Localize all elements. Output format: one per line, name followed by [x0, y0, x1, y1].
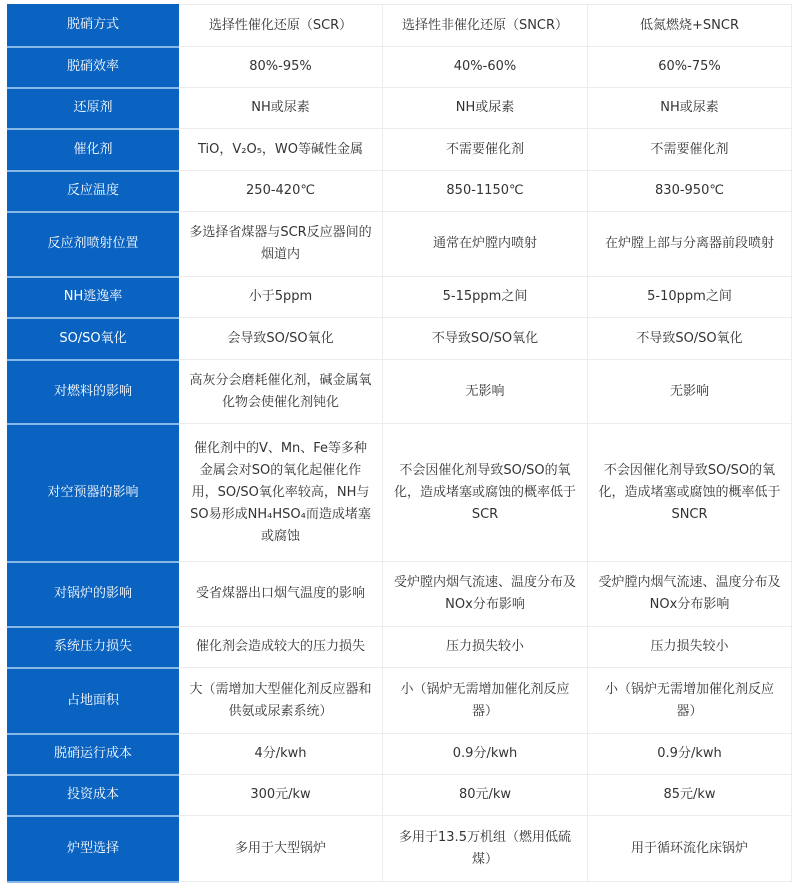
scr-cell: 选择性催化还原（SCR） [179, 5, 383, 47]
lnb-sncr-cell: 不会因催化剂导致SO/SO的氧化，造成堵塞或腐蚀的概率低于SNCR [588, 424, 792, 562]
sncr-cell: 80元/kw [383, 775, 588, 816]
sncr-cell: 选择性非催化还原（SNCR） [383, 5, 588, 47]
scr-cell: 300元/kw [179, 775, 383, 816]
row-header-cell: 反应剂喷射位置 [8, 212, 179, 277]
sncr-cell: 无影响 [383, 360, 588, 424]
table-row [8, 88, 792, 129]
table-row [8, 129, 792, 171]
row-header-cell: 系统压力损失 [8, 627, 179, 668]
table-row [8, 775, 792, 816]
lnb-sncr-cell: 用于循环流化床锅炉 [588, 816, 792, 882]
table-row [8, 816, 792, 882]
sncr-cell: 不导致SO/SO氧化 [383, 318, 588, 360]
sncr-cell: 压力损失较小 [383, 627, 588, 668]
scr-cell: 多用于大型锅炉 [179, 816, 383, 882]
lnb-sncr-cell: 不需要催化剂 [588, 129, 792, 171]
lnb-sncr-cell: 不导致SO/SO氧化 [588, 318, 792, 360]
lnb-sncr-cell: 0.9分/kwh [588, 734, 792, 775]
table-row [8, 277, 792, 318]
row-header-cell: 对燃料的影响 [8, 360, 179, 424]
table-row [8, 734, 792, 775]
scr-cell: 4分/kwh [179, 734, 383, 775]
lnb-sncr-cell: 低氮燃烧+SNCR [588, 5, 792, 47]
row-header-cell: 对锅炉的影响 [8, 562, 179, 627]
sncr-cell: 不需要催化剂 [383, 129, 588, 171]
scr-cell: 多选择省煤器与SCR反应器间的烟道内 [179, 212, 383, 277]
lnb-sncr-cell: NH或尿素 [588, 88, 792, 129]
scr-cell: TiO，V₂O₅，WO等碱性金属 [179, 129, 383, 171]
row-header-cell: NH逃逸率 [8, 277, 179, 318]
sncr-cell: 不会因催化剂导致SO/SO的氧化，造成堵塞或腐蚀的概率低于SCR [383, 424, 588, 562]
table-row [8, 5, 792, 47]
scr-cell: NH或尿素 [179, 88, 383, 129]
row-header-cell: SO/SO氧化 [8, 318, 179, 360]
sncr-cell: 850-1150℃ [383, 171, 588, 212]
scr-cell: 催化剂会造成较大的压力损失 [179, 627, 383, 668]
row-header-cell: 反应温度 [8, 171, 179, 212]
sncr-cell: 小（锅炉无需增加催化剂反应器） [383, 668, 588, 734]
row-header-cell: 脱硝方式 [8, 5, 179, 47]
table-row [8, 360, 792, 424]
lnb-sncr-cell: 压力损失较小 [588, 627, 792, 668]
lnb-sncr-cell: 受炉膛内烟气流速、温度分布及NOx分布影响 [588, 562, 792, 627]
sncr-cell: NH或尿素 [383, 88, 588, 129]
sncr-cell: 40%-60% [383, 47, 588, 88]
lnb-sncr-cell: 5-10ppm之间 [588, 277, 792, 318]
lnb-sncr-cell: 在炉膛上部与分离器前段喷射 [588, 212, 792, 277]
scr-cell: 会导致SO/SO氧化 [179, 318, 383, 360]
table-row [8, 171, 792, 212]
table-row [8, 627, 792, 668]
row-header-cell: 占地面积 [8, 668, 179, 734]
scr-cell: 250-420℃ [179, 171, 383, 212]
sncr-cell: 5-15ppm之间 [383, 277, 588, 318]
sncr-cell: 受炉膛内烟气流速、温度分布及NOx分布影响 [383, 562, 588, 627]
scr-cell: 催化剂中的V、Mn、Fe等多种金属会对SO的氧化起催化作用，SO/SO氧化率较高，NH与SO易形成NH₄HSO₄而造成堵塞或腐蚀 [179, 424, 383, 562]
table-row [8, 668, 792, 734]
scr-cell: 80%-95% [179, 47, 383, 88]
scr-cell: 大（需增加大型催化剂反应器和供氨或尿素系统） [179, 668, 383, 734]
table-row [8, 212, 792, 277]
lnb-sncr-cell: 85元/kw [588, 775, 792, 816]
row-header-cell: 催化剂 [8, 129, 179, 171]
sncr-cell: 多用于13.5万机组（燃用低硫煤） [383, 816, 588, 882]
row-header-cell: 脱硝运行成本 [8, 734, 179, 775]
scr-cell: 高灰分会磨耗催化剂，碱金属氧化物会使催化剂钝化 [179, 360, 383, 424]
lnb-sncr-cell: 60%-75% [588, 47, 792, 88]
row-header-cell: 脱硝效率 [8, 47, 179, 88]
table-row [8, 424, 792, 562]
row-header-cell: 对空预器的影响 [8, 424, 179, 562]
row-header-cell: 炉型选择 [8, 816, 179, 882]
table-body [8, 5, 792, 882]
table-row [8, 562, 792, 627]
sncr-cell: 通常在炉膛内喷射 [383, 212, 588, 277]
lnb-sncr-cell: 小（锅炉无需增加催化剂反应器） [588, 668, 792, 734]
lnb-sncr-cell: 无影响 [588, 360, 792, 424]
row-header-cell: 投资成本 [8, 775, 179, 816]
table-row [8, 318, 792, 360]
table-row [8, 47, 792, 88]
scr-cell: 小于5ppm [179, 277, 383, 318]
denitration-comparison-table [7, 4, 792, 883]
sncr-cell: 0.9分/kwh [383, 734, 588, 775]
scr-cell: 受省煤器出口烟气温度的影响 [179, 562, 383, 627]
lnb-sncr-cell: 830-950℃ [588, 171, 792, 212]
row-header-cell: 还原剂 [8, 88, 179, 129]
